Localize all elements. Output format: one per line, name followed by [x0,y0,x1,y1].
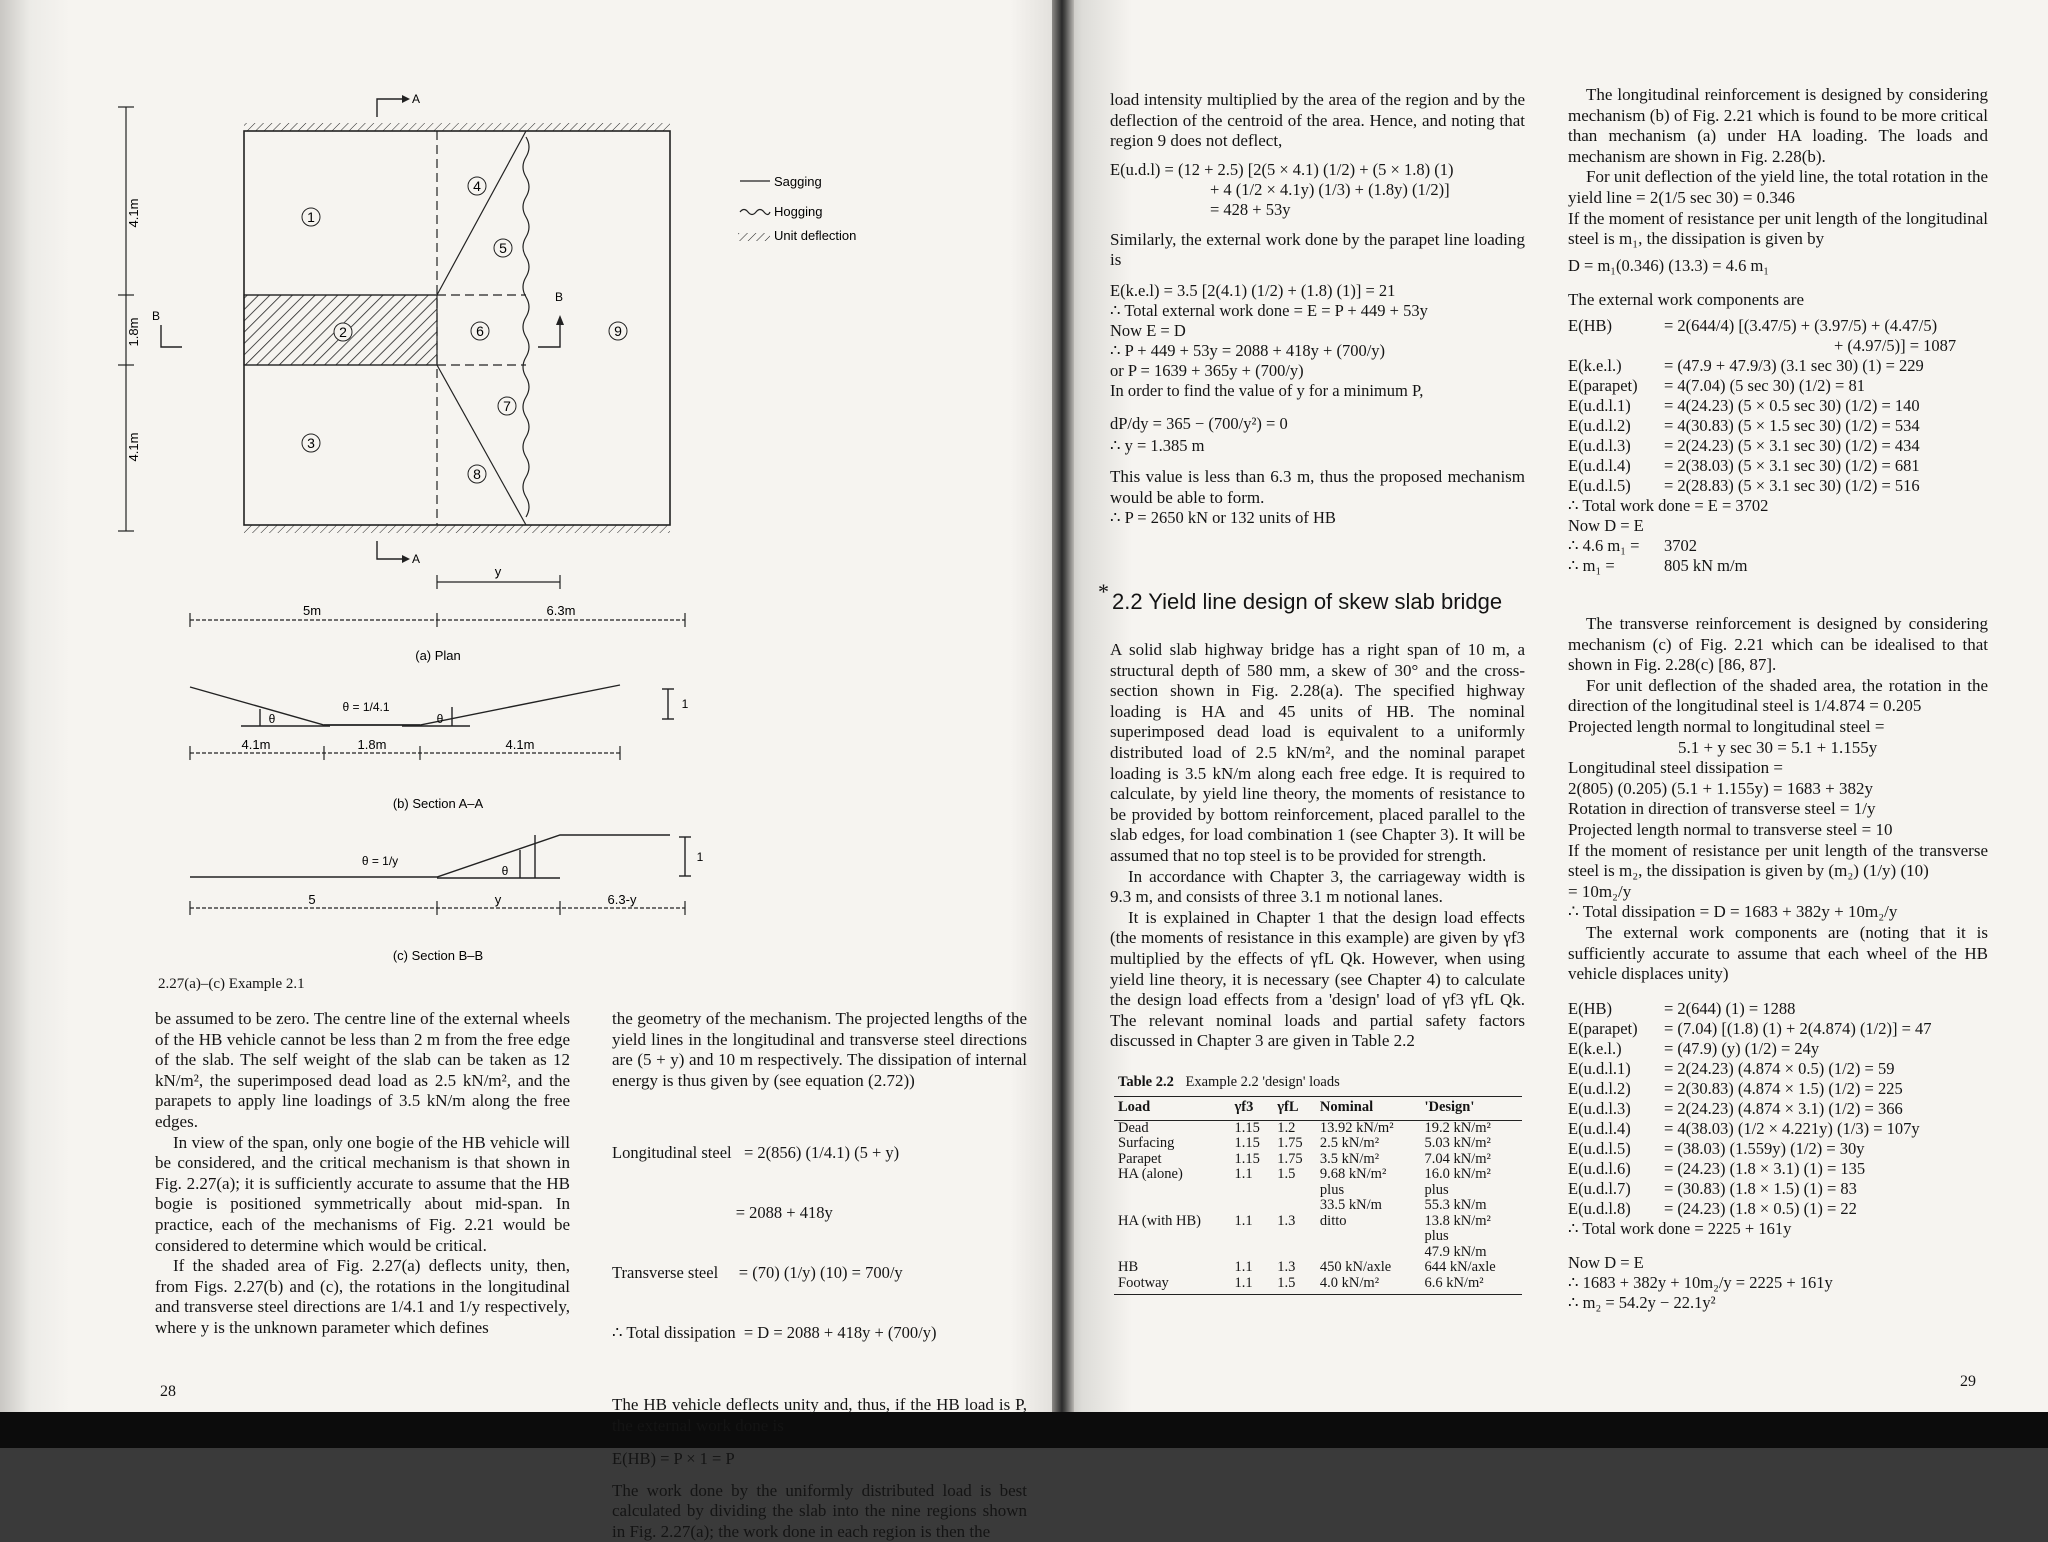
theta-label: θ = 1/y [361,854,399,868]
equation-line [1568,1219,1988,1239]
equation-term: ∴ m₁ = [1568,556,1615,576]
equation-line: ∴ 1683 + 382y + 10m₂/y = 2225 + 161y [1568,1272,1833,1292]
equation-line: Transverse steel = (70) (1/y) (10) = 700/y [612,1263,903,1283]
right-col2-mid [1568,614,1988,1313]
table-row [1114,1152,1522,1168]
table-cell: 19.2 kN/m² [1424,1119,1491,1136]
equation-line [1568,1039,1988,1059]
table-caption [1118,1072,1340,1093]
equation-term: E(u.d.l.8) [1568,1198,1631,1218]
section-label: A [412,552,421,566]
equation-line [1568,476,1988,496]
table-cell: 13.92 kN/m² [1319,1119,1394,1136]
equation-line [1568,536,1988,556]
equation-value: = (24.23) (1.8 × 3.1) (1) = 135 [1664,1158,1866,1178]
equation-term: E(u.d.l.3) [1568,436,1631,456]
equation-term: E(u.d.l.6) [1568,1158,1631,1178]
right-col1-body [1110,640,1525,1052]
table-header: Load [1118,1099,1151,1115]
equation-line: ∴ P + 449 + 53y = 2088 + 418y + (700/y) [1110,340,1386,360]
table-cell: Dead [1118,1119,1149,1136]
equation-term: E(k.e.l.) [1568,356,1622,376]
equation-line: = 2088 + 418y [612,1203,833,1223]
equation-line [1568,416,1988,436]
table-cell: 33.5 kN/m [1319,1197,1382,1213]
paragraph: In view of the span, only one bogie of the HB vehicle will be considered, and the critical mechanism is that shown in Fig. 2.27(a); it is sufficiently accurate to assume that the HB bogie is positioned symmetrically about mid-span. In practice, each of the mechanisms of Fig. 2.21 would be considered to determine which would be critical. [155,1132,570,1255]
section-label: B [152,309,161,323]
paragraph: The HB vehicle deflects unity and, thus, if the HB load is P, the external work done is [612,1395,1027,1435]
equation-term: E(u.d.l.7) [1568,1178,1631,1198]
table-cell: Parapet [1118,1150,1162,1167]
table-cell: 1.15 [1234,1135,1260,1151]
paragraph: Similarly, the external work done by the parapet line loading is [1110,229,1525,270]
paragraph: The external work components are (noting that it is sufficiently accurate to assume that each wheel of the HB vehicle displaces unity) [1568,922,1988,984]
caption-section-bb: (c) Section B–B [392,948,484,963]
equation-value: = (47.9) (y) (1/2) = 24y [1664,1038,1820,1058]
table-cell: 4.0 kN/m² [1316,1276,1421,1295]
region-number: 4 [473,178,481,194]
equation-line [1568,436,1988,456]
paragraph: 5.1 + y sec 30 = 5.1 + 1.155y [1678,737,1878,757]
equation-value: = 2(24.23) (4.874 × 3.1) (1/2) = 366 [1664,1098,1903,1118]
table-cell: 47.9 kN/m [1424,1243,1487,1260]
dim-label: y [494,564,502,579]
table-cell: HA (alone) [1118,1166,1183,1182]
equation-line: Now E = D [1110,320,1186,340]
equation-term: ∴ 4.6 m₁ = [1568,536,1640,556]
table-row [1114,1183,1522,1199]
paragraph: Longitudinal steel dissipation = [1568,758,1783,778]
equation-line: dP/dy = 365 − (700/y²) = 0 [1110,413,1288,433]
equation-value: = (38.03) (1.559y) (1/2) = 30y [1664,1138,1865,1158]
table-cell: Footway [1114,1276,1230,1295]
book-spine [1052,0,1074,1448]
table-cell: 1.5 [1277,1166,1296,1182]
page-number: 29 [1960,1373,1976,1390]
theta-label: θ = 1/4.1 [342,700,390,714]
equation-term: E(u.d.l.2) [1568,416,1631,436]
equation-line: E(u.d.l) = (12 + 2.5) [2(5 × 4.1) (1/2) + (5 × 1.8) (1) [1110,159,1454,179]
right-col1 [1110,90,1525,528]
equation-term: E(parapet) [1568,1018,1638,1038]
table-cell: 1.1 [1234,1259,1253,1275]
table-cell: 7.04 kN/m² [1424,1150,1491,1167]
table-row [1114,1214,1522,1230]
equation-term: E(u.d.l.1) [1568,1058,1631,1078]
table-row [1114,1276,1522,1295]
table-cell: plus [1424,1181,1449,1198]
dim-label: 4.1m [241,737,271,752]
paragraph: A solid slab highway bridge has a right span of 10 m, a structural depth of 580 mm, a skew of 30° and the cross-section shown in Fig. 2.28(a). The specified highway loading is HA and 45 units of HB. The nominal superimposed dead load is equivalent to a uniformly distributed load of 2.5 kN/m², and the nominal parapet loading is 3.5 kN/m along each free edge. It is required to calculate, by yield line theory, the moments of resistance to be provided by bottom reinforcement, placed parallel to the slab edges, for load combination 1 (see Chapter 3). It will be assumed that no top steel is to be provided for strength. [1110,640,1525,865]
equation-term: E(u.d.l.3) [1568,1098,1631,1118]
equation-term: E(u.d.l.5) [1568,476,1631,496]
table-cell: ditto [1319,1212,1347,1229]
equation-term: E(HB) [1568,998,1612,1018]
table-cell: 16.0 kN/m² [1424,1166,1491,1182]
table-cell: 1.5 [1273,1276,1316,1295]
legend-hogging: Hogging [774,204,823,219]
table-row [1114,1229,1522,1245]
table-cell: HA (with HB) [1118,1212,1201,1229]
table-title: Example 2.2 'design' loads [1185,1074,1340,1090]
region-number: 1 [307,209,315,225]
equation-line: = 428 + 53y [1210,199,1291,219]
equation-line [1568,1019,1988,1039]
region-number: 9 [614,323,622,339]
table-cell [1273,1229,1316,1245]
table-cell [1230,1229,1273,1245]
unit-mark: 1 [681,697,689,711]
table-cell [1114,1198,1230,1214]
equation-value: 805 kN m/m [1664,556,1748,576]
paragraph: This value is less than 6.3 m, thus the proposed mechanism would be able to form. [1110,466,1525,507]
table-cell [1316,1229,1421,1245]
section-mark-a [377,99,402,117]
equation-line: or P = 1639 + 365y + (700/y) [1110,360,1304,380]
paragraph: The work done by the uniformly distributed load is best calculated by dividing the slab into the nine regions shown in Fig. 2.27(a); the work done in each region is then the [612,1480,1027,1541]
equation-line: ∴ Total external work done = E = P + 449 + 53y [1110,300,1428,320]
table-row [1114,1198,1522,1214]
dim-label: 6.3-y [607,892,637,907]
external-work-list [1568,316,1988,576]
paragraph: Projected length normal to transverse steel = 10 [1568,819,1893,839]
table-cell: 2.5 kN/m² [1319,1135,1380,1151]
dim-label: 6.3m [546,603,576,618]
table-row [1114,1136,1522,1152]
loads-table [1114,1096,1522,1295]
table-cell: 644 kN/axle [1424,1259,1496,1275]
paragraph: ∴ Total dissipation = D = 1683 + 382y + 10m₂/y [1568,902,1898,922]
section-label: B [555,290,564,304]
table-cell [1114,1229,1230,1245]
table-cell [1114,1183,1230,1199]
dim-label: 5 [308,892,316,907]
dim-label: y [494,892,502,907]
equation-term: E(u.d.l.5) [1568,1138,1631,1158]
table-header: Nominal [1319,1099,1374,1115]
legend-unit-deflection: Unit deflection [774,228,857,243]
paragraph: If the moment of resistance per unit length of the longitudinal steel is m₁, the dissipation is given by [1568,208,1988,249]
section-heading: 2.2 Yield line design of skew slab bridge [1112,589,1503,614]
dim-label: 5m [302,603,322,618]
equation-line [1568,1159,1988,1179]
equation-line: ∴ Total dissipation = D = 2088 + 418y + (700/y) [612,1323,937,1343]
paragraph: If the moment of resistance per unit length of the transverse steel is m₂, the dissipation is given by (m₂) (1/y) (10) [1568,840,1988,881]
equation-block [612,1103,1027,1383]
dim-label: 4.1m [126,198,141,228]
equation-line [1568,376,1988,396]
figure-caption: 2.27(a)–(c) Example 2.1 [158,976,305,992]
equation-line [1568,356,1988,376]
table-cell: plus [1319,1181,1345,1198]
left-col2 [612,1009,1027,1542]
equation-line [1568,1059,1988,1079]
equation-line [1568,496,1988,516]
paragraph: The longitudinal reinforcement is designed by considering mechanism (b) of Fig. 2.21 which is found to be more critical than mechanism (a) under HA loading. The loads and mechanism are shown in Fig. 2.28(b). [1568,85,1988,166]
theta-symbol: θ [436,712,444,726]
table-cell: 13.8 kN/m² [1424,1212,1491,1229]
equation-line [1568,556,1988,576]
equation-value: = (24.23) (1.8 × 0.5) (1) = 22 [1664,1198,1857,1218]
table-cell [1230,1245,1273,1261]
dim-label: 1.8m [126,317,141,347]
equation-term: E(u.d.l.4) [1568,1118,1631,1138]
equation-line [1568,316,1988,336]
figure-2-27 [126,85,860,965]
table-row [1114,1245,1522,1261]
section-mark-a [377,541,402,559]
paragraph: It is explained in Chapter 1 that the design load effects (the moments of resistance in this example) are given by γf3 multiplied by the effects of γfL Qk. However, when using yield line theory, it is necessary (see Chapter 4) to calculate the design load effects from a 'design' load of γf3 γfL Qk. The relevant nominal loads and partial safety factors discussed in Chapter 3 are given in Table 2.2 [1110,907,1525,1051]
paragraph: the geometry of the mechanism. The projected lengths of the yield lines in the longitudinal and transverse steel directions are (5 + y) and 10 m respectively. The dissipation of internal energy is thus given by (see equation (2.72)) [612,1009,1027,1090]
hogging-line [523,137,529,517]
table-cell: 1.2 [1277,1119,1296,1136]
equation-term: E(u.d.l.4) [1568,456,1631,476]
table-cell: plus [1424,1228,1449,1244]
table-cell: HB [1118,1259,1139,1275]
equation-line [1568,1179,1988,1199]
table-number: Table 2.2 [1118,1074,1174,1090]
equation-line [1568,396,1988,416]
equation-line [1568,456,1988,476]
dim-label: 4.1m [126,432,141,462]
equation-value: = 2(30.83) (4.874 × 1.5) (1/2) = 225 [1664,1078,1903,1098]
legend-sagging: Sagging [774,174,822,189]
table-header: γfL [1277,1099,1299,1115]
equation-value: = 4(24.23) (5 × 0.5 sec 30) (1/2) = 140 [1664,396,1920,416]
paragraph: For unit deflection of the yield line, the total rotation in the yield line = 2(1/5 sec 30) = 0.346 [1568,167,1988,207]
region-number: 3 [307,435,315,451]
equation-line: + 4 (1/2 × 4.1y) (1/3) + (1.8y) (1/2)] [1210,179,1450,199]
table-cell: Surfacing [1118,1135,1175,1151]
yield-line [437,365,526,525]
paragraph: Projected length normal to longitudinal steel = [1568,716,1885,736]
yield-line [437,131,526,295]
equation-term: ∴ Total work done = 2225 + 161y [1568,1218,1792,1238]
equation-line: ∴ P = 2650 kN or 132 units of HB [1110,508,1336,528]
free-edge-bottom [244,525,670,533]
equation-line: In order to find the value of y for a minimum P, [1110,380,1424,400]
paragraph: For unit deflection of the shaded area, the rotation in the direction of the longitudinal steel is 1/4.874 = 0.205 [1568,675,1988,716]
equation-term: E(u.d.l.1) [1568,396,1631,416]
equation-value: + (4.97/5)] = 1087 [1834,336,1957,356]
table-cell: 3.5 kN/m² [1319,1150,1380,1167]
paragraph: The external work components are [1568,289,1805,309]
table-cell: 1.15 [1234,1150,1260,1167]
table-cell [1230,1198,1273,1214]
caption-plan: (a) Plan [415,648,461,663]
table-cell [1273,1198,1316,1214]
equation-value: 3702 [1664,536,1697,556]
equation-value: = 4(30.83) (5 × 1.5 sec 30) (1/2) = 534 [1664,416,1920,436]
table-header: γf3 [1234,1099,1254,1115]
table-cell [1273,1183,1316,1199]
equation-term: ∴ Total work done = E = 3702 [1568,496,1769,516]
paragraph: The transverse reinforcement is designed by considering mechanism (c) of Fig. 2.21 which can be idealised to that shown in Fig. 2.28(c) [86, 87]. [1568,614,1988,675]
dim-label: 1.8m [357,737,387,752]
table-cell: 1.3 [1277,1212,1296,1229]
table-cell: 1.15 [1234,1119,1260,1136]
unit-mark: 1 [696,850,704,864]
equation-value: = 4(38.03) (1/2 × 4.221y) (1/3) = 107y [1664,1118,1920,1138]
equation-value: = 2(644/4) [(3.47/5) + (3.97/5) + (4.47/5) [1664,316,1938,336]
paragraph: = 10m₂/y [1568,881,1632,901]
equation-value: = (7.04) [(1.8) (1) + 2(4.874) (1/2)] = 47 [1664,1018,1932,1038]
equation-line: ∴ m₂ = 54.2y − 22.1y² [1568,1292,1716,1312]
equation-line [1568,999,1988,1019]
table-cell [1230,1183,1273,1199]
table-cell [1316,1245,1421,1261]
equation-term: E(HB) [1568,316,1612,336]
table-row [1114,1120,1522,1136]
equation-line: D = m₁(0.346) (13.3) = 4.6 m₁ [1568,255,1770,275]
equation-value: = 2(644) (1) = 1288 [1664,998,1796,1018]
table-cell: 1.75 [1277,1135,1303,1151]
paragraph: be assumed to be zero. The centre line of the external wheels of the HB vehicle cannot be less than 2 m from the free edge of the slab. The self weight of the slab can be taken as 12 kN/m², the superimposed dead load as 2.5 kN/m², and the parapets to apply line loadings of 3.5 kN/m along the free edges. [155,1009,570,1131]
equation-line: ∴ y = 1.385 m [1110,435,1205,455]
table-header: 'Design' [1424,1099,1475,1115]
equation-line: E(HB) = P × 1 = P [612,1448,735,1468]
equation-term: E(u.d.l.2) [1568,1078,1631,1098]
page-number: 28 [160,1383,176,1400]
equation-line [1568,1119,1988,1139]
paragraph: In accordance with Chapter 3, the carriageway width is 9.3 m, and consists of three 3.1 m notional lanes. [1110,866,1525,907]
equation-value: = 2(24.23) (5 × 3.1 sec 30) (1/2) = 434 [1664,436,1920,456]
paragraph: load intensity multiplied by the area of the region and by the deflection of the centroid of the area. Hence, and noting that region 9 does not deflect, [1110,90,1525,151]
caption-section-aa: (b) Section A–A [392,796,484,811]
table-cell: 450 kN/axle [1319,1259,1392,1275]
equation-line: Now D = E [1568,1252,1644,1272]
dim-label: 4.1m [505,737,535,752]
table-row [1114,1167,1522,1183]
table-cell: 1.3 [1277,1259,1296,1275]
table-cell [1114,1245,1230,1261]
equation-line [1568,1199,1988,1219]
paragraph: 2(805) (0.205) (5.1 + 1.155y) = 1683 + 382y [1568,778,1873,798]
equation-term: E(k.e.l.) [1568,1038,1622,1058]
equation-value: = 2(24.23) (4.874 × 0.5) (1/2) = 59 [1664,1058,1895,1078]
table-cell [1273,1245,1316,1261]
section-bb-profile [190,835,670,877]
equation-term: Now D = E [1568,516,1644,536]
equation-line: E(k.e.l) = 3.5 [2(4.1) (1/2) + (1.8) (1)] = 21 [1110,280,1396,300]
right-col2 [1568,85,1988,576]
region-number: 8 [473,466,481,482]
equation-value: = 2(28.83) (5 × 3.1 sec 30) (1/2) = 516 [1664,476,1920,496]
table-cell: 5.03 kN/m² [1424,1135,1491,1151]
theta-symbol: θ [501,864,509,878]
section-aa-profile [190,685,620,725]
table-row [1114,1260,1522,1276]
equation-line [1568,516,1988,536]
free-edge-top [244,123,670,131]
table-cell: 6.6 kN/m² [1420,1276,1522,1295]
theta-symbol: θ [268,712,276,726]
external-work-list [1568,999,1988,1239]
paragraph: If the shaded area of Fig. 2.27(a) deflects unity, then, from Figs. 2.27(b) and (c), the rotations in the longitudinal and transverse steel directions are 1/4.1 and 1/y respectively, where y is the unknown parameter which defines [155,1256,570,1337]
equation-value: = (30.83) (1.8 × 1.5) (1) = 83 [1664,1178,1857,1198]
equation-term: E(parapet) [1568,376,1638,396]
table-cell: 1.1 [1234,1166,1253,1182]
equation-line [1568,1139,1988,1159]
equation-value: = (47.9 + 47.9/3) (3.1 sec 30) (1) = 229 [1664,356,1924,376]
region-number: 7 [503,398,511,414]
annotation-star: * [1098,579,1109,604]
table-cell: 9.68 kN/m² [1319,1166,1387,1182]
equation-line [1568,336,1988,356]
table-cell: 1.1 [1230,1276,1273,1295]
equation-line [1568,1099,1988,1119]
equation-line: Longitudinal steel = 2(856) (1/4.1) (5 + y) [612,1143,900,1163]
equation-value: = 4(7.04) (5 sec 30) (1/2) = 81 [1664,376,1865,396]
equation-line [1568,1079,1988,1099]
region-number: 6 [476,323,484,339]
table-cell: 1.1 [1234,1212,1253,1229]
region-number: 5 [499,240,507,256]
table-cell: 55.3 kN/m [1424,1197,1487,1213]
table-cell: 1.75 [1277,1150,1303,1167]
left-col1 [155,1009,570,1339]
region-number: 2 [339,324,347,340]
section-label: A [412,92,421,106]
paragraph: Rotation in direction of transverse steel = 1/y [1568,799,1876,819]
equation-value: = 2(38.03) (5 × 3.1 sec 30) (1/2) = 681 [1664,456,1920,476]
